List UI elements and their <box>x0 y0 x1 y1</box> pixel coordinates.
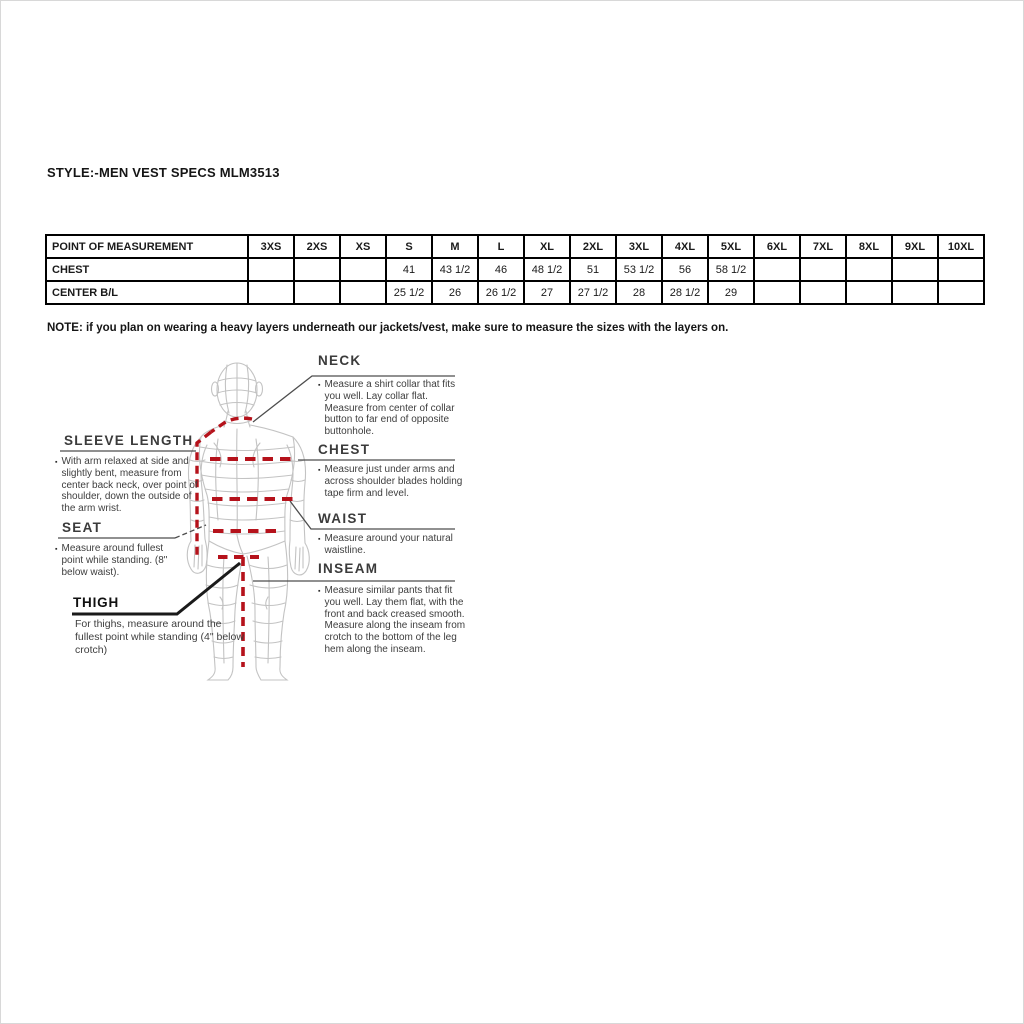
seat-description: ▪ Measure around fullest point while standing. (8" below waist). <box>55 543 168 578</box>
value-cell: 58 1/2 <box>708 258 754 281</box>
header-cell: 2XL <box>570 235 616 258</box>
value-cell <box>754 258 800 281</box>
seat-heading: SEAT <box>62 520 103 535</box>
value-cell <box>294 281 340 304</box>
header-cell: 2XS <box>294 235 340 258</box>
waist-callout-line <box>290 501 455 529</box>
value-cell: 53 1/2 <box>616 258 662 281</box>
header-cell: 10XL <box>938 235 984 258</box>
neck-heading: NECK <box>318 353 362 368</box>
chest-description: ▪ Measure just under arms and across shoulder blades holding tape firm and level. <box>318 464 463 499</box>
value-cell: 26 <box>432 281 478 304</box>
chest-heading: CHEST <box>318 442 371 457</box>
table-row <box>46 258 984 281</box>
value-cell: 46 <box>478 258 524 281</box>
header-cell: M <box>432 235 478 258</box>
bullet-icon: ▪ <box>318 588 321 595</box>
value-cell <box>938 258 984 281</box>
note-text: NOTE: if you plan on wearing a heavy layers underneath our jackets/vest, make sure to measure the sizes with the layers on. <box>47 322 729 334</box>
waist-description: ▪ Measure around your natural waistline. <box>318 533 453 556</box>
header-cell: 3XS <box>248 235 294 258</box>
value-cell: 29 <box>708 281 754 304</box>
header-cell: 3XL <box>616 235 662 258</box>
header-cell: S <box>386 235 432 258</box>
header-cell: 5XL <box>708 235 754 258</box>
value-cell: 27 <box>524 281 570 304</box>
value-cell: 43 1/2 <box>432 258 478 281</box>
header-cell: XS <box>340 235 386 258</box>
value-cell <box>800 281 846 304</box>
sleeve-length-description: ▪ With arm relaxed at side and slightly bent, measure from center back neck, over point of shoulder, down the outside of the arm wrist. <box>55 456 198 515</box>
row-label: CHEST <box>46 258 248 281</box>
table-header-row <box>46 235 984 258</box>
row-label: CENTER B/L <box>46 281 248 304</box>
bullet-icon: ▪ <box>318 467 321 474</box>
value-cell: 26 1/2 <box>478 281 524 304</box>
value-cell: 51 <box>570 258 616 281</box>
header-cell: XL <box>524 235 570 258</box>
value-cell <box>800 258 846 281</box>
value-cell <box>340 281 386 304</box>
inseam-description: ▪ Measure similar pants that fit you well. Lay them flat, with the front and back creased smooth. Measure along the inseam from crotch to the bottom of the leg hem along the inseam. <box>318 585 466 655</box>
header-cell: 4XL <box>662 235 708 258</box>
header-cell: 8XL <box>846 235 892 258</box>
value-cell <box>248 281 294 304</box>
header-cell: 7XL <box>800 235 846 258</box>
header-cell: POINT OF MEASUREMENT <box>46 235 248 258</box>
sleeve-length-heading: SLEEVE LENGTH <box>64 433 194 448</box>
value-cell <box>340 258 386 281</box>
value-cell <box>846 258 892 281</box>
thigh-heading: THIGH <box>73 595 119 610</box>
bullet-icon: ▪ <box>318 536 321 543</box>
value-cell <box>846 281 892 304</box>
value-cell: 48 1/2 <box>524 258 570 281</box>
header-cell: 9XL <box>892 235 938 258</box>
header-cell: 6XL <box>754 235 800 258</box>
thigh-description: For thighs, measure around the fullest point while standing (4" below crotch) <box>75 618 244 656</box>
value-cell: 27 1/2 <box>570 281 616 304</box>
page-title: STYLE:-MEN VEST SPECS MLM3513 <box>47 165 280 180</box>
value-cell <box>892 281 938 304</box>
value-cell: 56 <box>662 258 708 281</box>
value-cell <box>248 258 294 281</box>
bullet-icon: ▪ <box>318 382 321 389</box>
table-row <box>46 281 984 304</box>
value-cell <box>294 258 340 281</box>
bullet-icon: ▪ <box>55 546 58 553</box>
value-cell: 41 <box>386 258 432 281</box>
value-cell: 25 1/2 <box>386 281 432 304</box>
value-cell <box>754 281 800 304</box>
value-cell: 28 1/2 <box>662 281 708 304</box>
waist-heading: WAIST <box>318 511 368 526</box>
value-cell <box>892 258 938 281</box>
inseam-heading: INSEAM <box>318 561 379 576</box>
value-cell: 28 <box>616 281 662 304</box>
bullet-icon: ▪ <box>55 459 58 466</box>
header-cell: L <box>478 235 524 258</box>
value-cell <box>938 281 984 304</box>
size-table <box>45 234 985 305</box>
neck-measure-line <box>211 418 252 432</box>
neck-description: ▪ Measure a shirt collar that fits you well. Lay collar flat. Measure from center of collar button to far end of opposite buttonhole. <box>318 379 456 438</box>
